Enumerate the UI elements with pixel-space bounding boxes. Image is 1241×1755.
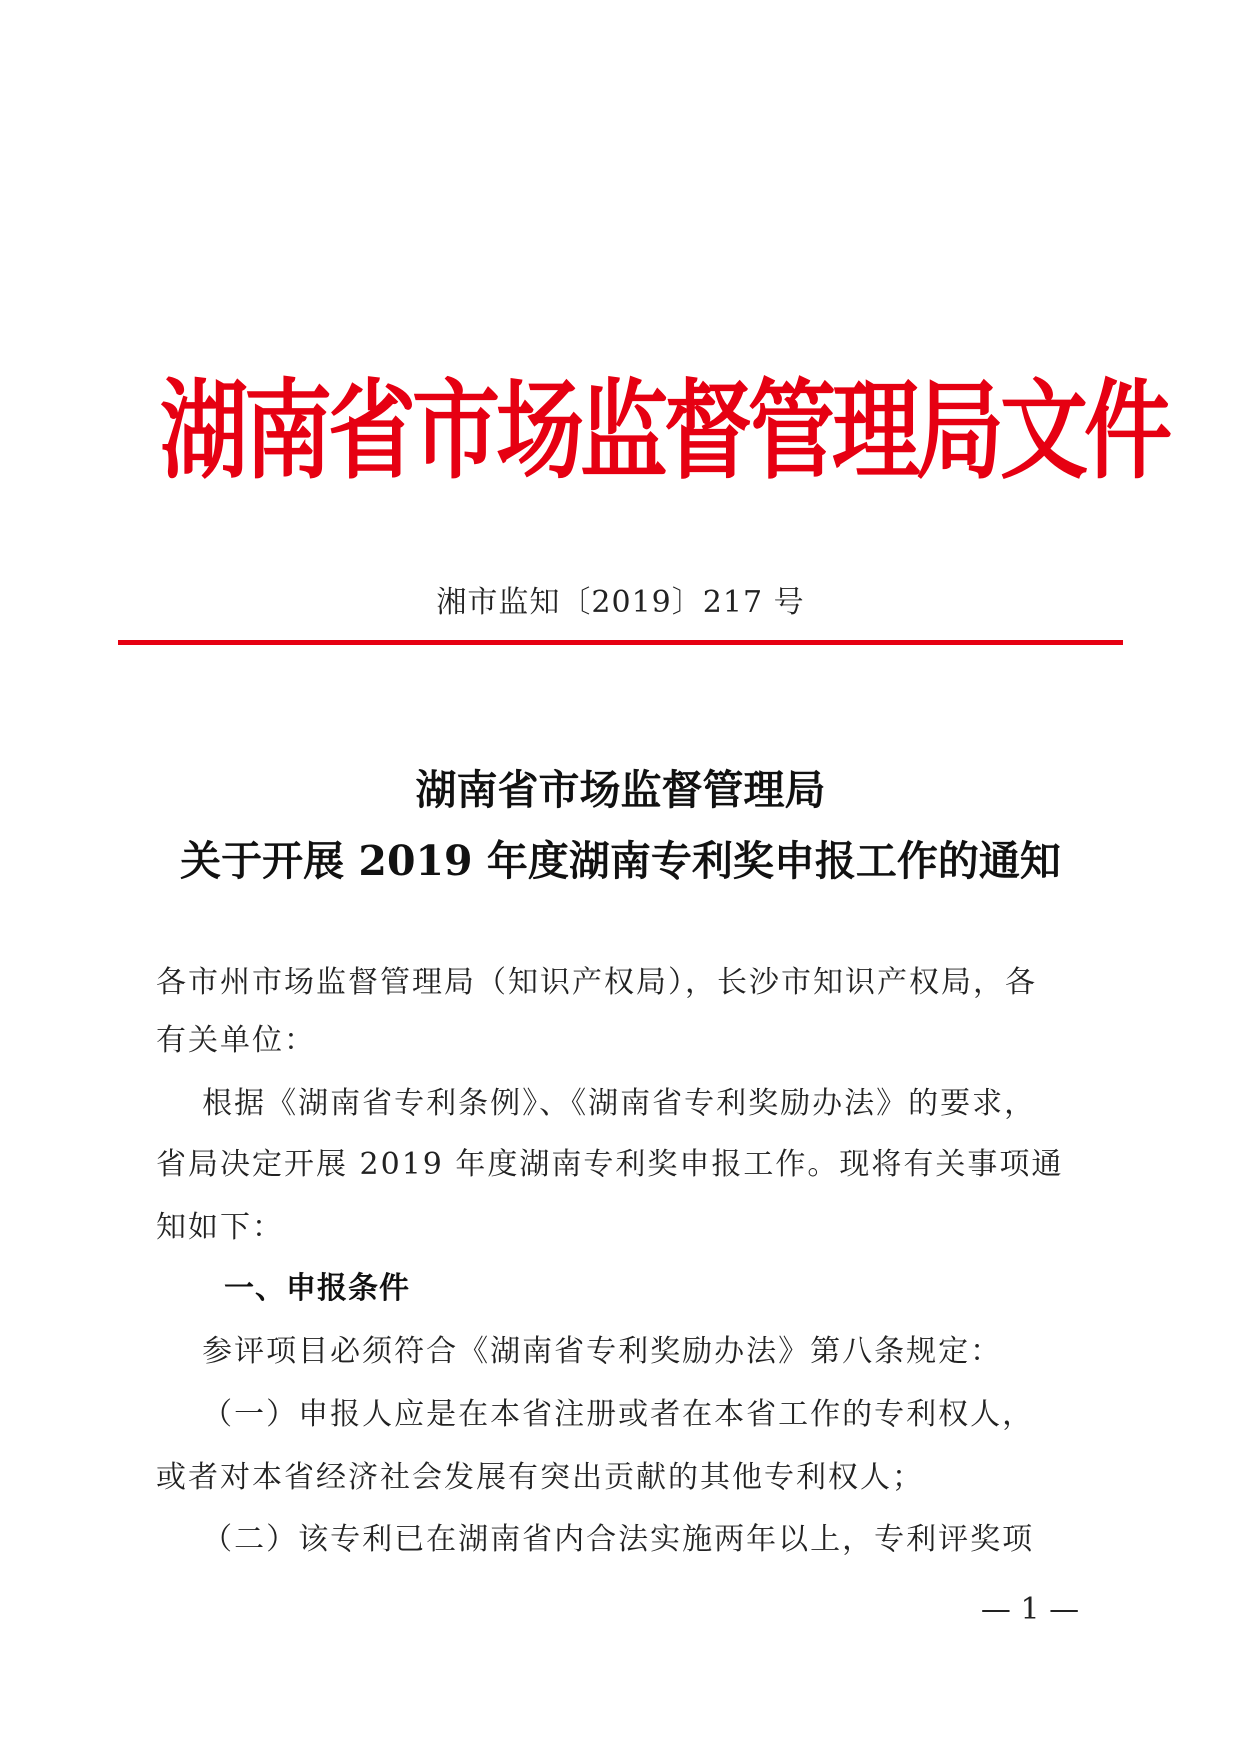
document-number: 湘市监知〔2019〕217 号 (436, 585, 805, 620)
item-2-line-1: （二）该专利已在湖南省内合法实施两年以上，专利评奖项 (156, 1522, 1035, 1557)
paragraph-1-line-1: 根据《湖南省专利条例》、《湖南省专利奖励办法》的要求， (156, 1086, 1037, 1121)
addressee-line-1: 各市州市场监督管理局（知识产权局），长沙市知识产权局，各 (156, 965, 1037, 1000)
paragraph-2: 参评项目必须符合《湖南省专利奖励办法》第八条规定： (156, 1334, 1003, 1369)
section-heading-1: 一、申报条件 (224, 1271, 410, 1306)
notice-title-line-2: 关于开展 2019 年度湖南专利奖申报工作的通知 (180, 837, 1061, 885)
addressee-line-2: 有关单位： (156, 1023, 316, 1058)
paragraph-1-line-3: 知如下： (156, 1210, 284, 1245)
item-1-line-2: 或者对本省经济社会发展有突出贡献的其他专利权人； (156, 1460, 924, 1495)
paragraph-1-line-2: 省局决定开展 2019 年度湖南专利奖申报工作。现将有关事项通 (156, 1147, 1064, 1182)
red-divider-line (118, 640, 1123, 645)
document-header-title: 湖南省市场监督管理局文件 (160, 366, 1169, 494)
item-1-line-1: （一）申报人应是在本省注册或者在本省工作的专利权人， (156, 1397, 1035, 1432)
notice-title-line-1: 湖南省市场监督管理局 (415, 766, 826, 814)
page-number: — 1 — (980, 1592, 1080, 1627)
